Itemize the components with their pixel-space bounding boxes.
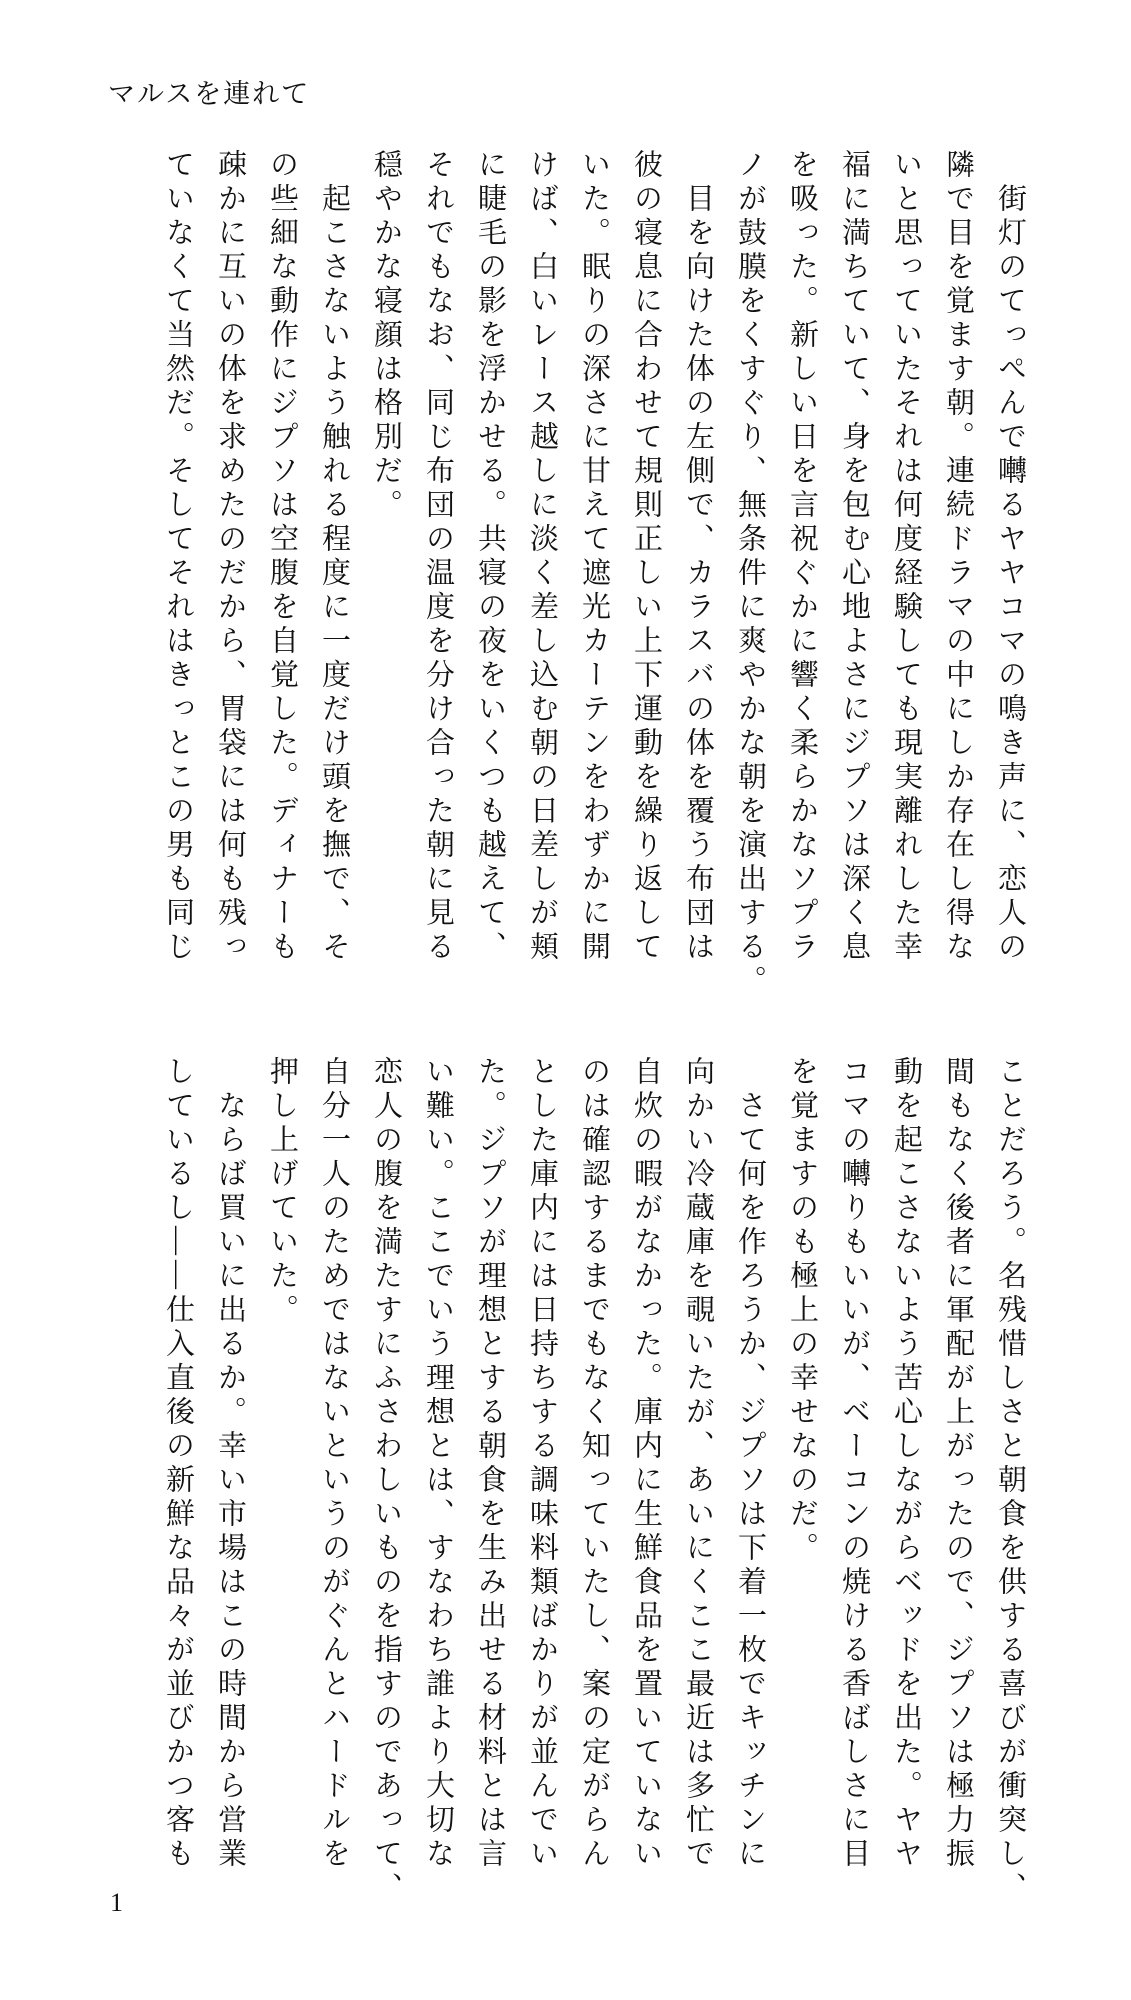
text-column: を覚ますのも極上の幸せなのだ。	[786, 1056, 818, 1566]
page-title: マルスを連れて	[108, 79, 311, 109]
text-column: 福に満ちていて、身を包む心地よさにジプソは深く息	[838, 149, 870, 965]
text-column: ならば買いに出るか。幸い市場はこの時間から営業	[214, 1056, 246, 1872]
text-column: 隣で目を覚ます朝。連続ドラマの中にしか存在し得な	[942, 149, 974, 965]
text-column: い難い。ここでいう理想とは、すなわち誰より大切な	[422, 1056, 454, 1872]
text-column: 向かい冷蔵庫を覗いたが、あいにくここ最近は多忙で	[682, 1056, 714, 1872]
text-column: とした庫内には日持ちする調味料類ばかりが並んでい	[526, 1056, 558, 1872]
text-column: 穏やかな寝顔は格別だ。	[370, 149, 402, 523]
text-column: た。ジプソが理想とする朝食を生み出せる材料とは言	[474, 1056, 506, 1872]
text-column: 自炊の暇がなかった。庫内に生鮮食品を置いていない	[630, 1056, 662, 1872]
text-tier-top	[152, 149, 1036, 999]
text-column: ていなくて当然だ。そしてそれはきっとこの男も同じ	[162, 149, 194, 965]
text-tier-bottom	[152, 1056, 1036, 1906]
text-column: のは確認するまでもなく知っていたし、案の定がらん	[578, 1056, 610, 1872]
text-column: の些細な動作にジプソは空腹を自覚した。ディナーも	[266, 149, 298, 965]
text-column: に睫毛の影を浮かせる。共寝の夜をいくつも越えて、	[474, 149, 506, 965]
text-column: ことだろう。名残惜しさと朝食を供する喜びが衝突し、	[994, 1056, 1026, 1906]
text-column: 間もなく後者に軍配が上がったので、ジプソは極力振	[942, 1056, 974, 1872]
text-column: いた。眠りの深さに甘えて遮光カーテンをわずかに開	[578, 149, 610, 965]
text-column: それでもなお、同じ布団の温度を分け合った朝に見る	[422, 149, 454, 965]
text-column: 恋人の腹を満たすにふさわしいものを指すのであって、	[370, 1056, 402, 1906]
text-column: けば、白いレース越しに淡く差し込む朝の日差しが頬	[526, 149, 558, 965]
text-column: 自分一人のためではないというのがぐんとハードルを	[318, 1056, 350, 1872]
text-column: ノが鼓膜をくすぐり、無条件に爽やかな朝を演出する。	[734, 149, 766, 999]
text-column: しているし――仕入直後の新鮮な品々が並びかつ客も	[162, 1056, 194, 1872]
text-column: 彼の寝息に合わせて規則正しい上下運動を繰り返して	[630, 149, 662, 965]
text-column: 押し上げていた。	[266, 1056, 298, 1328]
text-column: さて何を作ろうか、ジプソは下着一枚でキッチンに	[734, 1056, 766, 1872]
text-column: いと思っていたそれは何度経験しても現実離れした幸	[890, 149, 922, 965]
text-column: 起こさないよう触れる程度に一度だけ頭を撫で、そ	[318, 149, 350, 965]
page-number: 1	[110, 1888, 123, 1917]
text-column: 街灯のてっぺんで囀るヤヤコマの鳴き声に、恋人の	[994, 149, 1026, 965]
text-column: を吸った。新しい日を言祝ぐかに響く柔らかなソプラ	[786, 149, 818, 965]
text-column: コマの囀りもいいが、ベーコンの焼ける香ばしさに目	[838, 1056, 870, 1872]
text-column: 動を起こさないよう苦心しながらベッドを出た。ヤヤ	[890, 1056, 922, 1872]
text-column: 疎かに互いの体を求めたのだから、胃袋には何も残っ	[214, 149, 246, 965]
text-column: 目を向けた体の左側で、カラスバの体を覆う布団は	[682, 149, 714, 965]
